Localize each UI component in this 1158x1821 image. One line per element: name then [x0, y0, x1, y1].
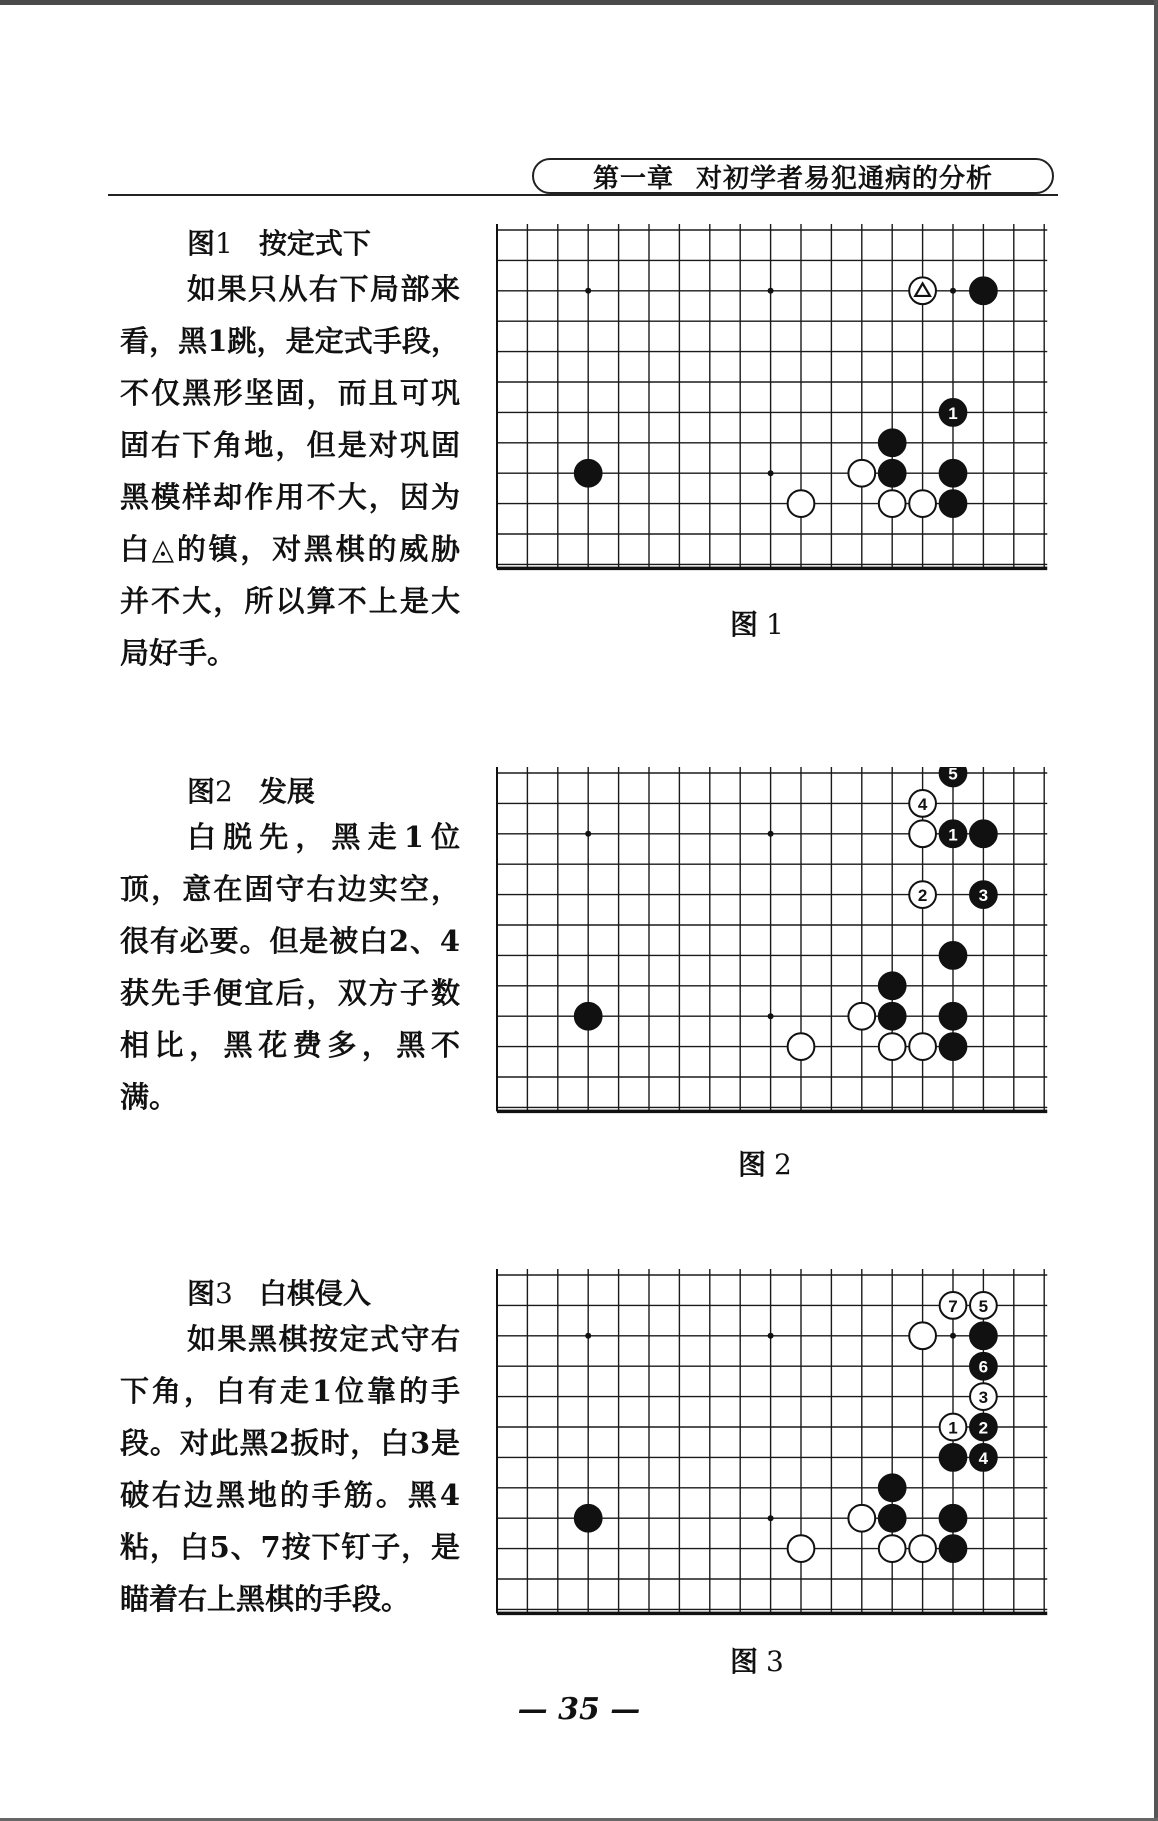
black-stone — [940, 1033, 967, 1060]
black-stone — [879, 1474, 906, 1501]
move-number: 6 — [978, 1357, 989, 1377]
star-point — [768, 470, 774, 476]
black-stone — [940, 460, 967, 487]
board-1 — [494, 224, 1049, 584]
white-stone — [909, 881, 936, 908]
star-point — [768, 831, 774, 837]
black-stone — [940, 399, 967, 426]
move-number: 4 — [978, 1448, 989, 1468]
go-board-1 — [494, 224, 1049, 584]
white-stone — [788, 1033, 815, 1060]
white-stone — [940, 1292, 967, 1319]
section-heading: 按定式下 — [258, 227, 371, 260]
caption-3 — [730, 1640, 784, 1680]
move-number: 7 — [948, 1296, 958, 1316]
caption-2 — [738, 1143, 792, 1183]
black-stone — [879, 1003, 906, 1030]
move-number: 1 — [948, 825, 958, 845]
right-border — [1154, 0, 1158, 1821]
move-number: 5 — [948, 767, 958, 784]
section-3-title — [187, 1272, 371, 1312]
white-stone — [909, 277, 936, 304]
go-board-3 — [494, 1269, 1049, 1629]
chapter-title: 对初学者易犯通病的分析 — [696, 163, 994, 194]
header-rule — [108, 194, 1058, 196]
black-stone — [970, 881, 997, 908]
fig-number: 1 — [215, 227, 233, 260]
move-number: 5 — [978, 1296, 989, 1316]
star-point — [585, 288, 591, 294]
board-2 — [494, 767, 1049, 1127]
board-3 — [494, 1269, 1049, 1629]
black-stone — [940, 942, 967, 969]
white-stone — [909, 820, 936, 847]
black-stone — [970, 820, 997, 847]
fig-number: 2 — [215, 775, 233, 808]
caption-label: 图 — [730, 1645, 759, 1678]
move-number: 3 — [978, 886, 989, 906]
black-stone — [940, 1535, 967, 1562]
black-stone — [970, 1322, 997, 1349]
section-1-body: 如果只从右下局部来看，黑1跳，是定式手段，不仅黑形坚固，而且可巩固右下角地，但是对巩固黑模样却作用不大，因为白◬的镇，对黑棋的威胁并不大，所以算不上是大局好手。 — [120, 272, 460, 670]
black-stone — [970, 1414, 997, 1441]
section-heading: 发展 — [258, 775, 315, 808]
move-number: 2 — [978, 1418, 989, 1438]
white-stone — [788, 1535, 815, 1562]
white-stone — [970, 1383, 997, 1410]
black-stone — [879, 429, 906, 456]
move-number: 1 — [948, 1418, 958, 1438]
black-stone — [575, 460, 602, 487]
star-point — [768, 288, 774, 294]
section-2-body: 白脱先，黑走1位顶，意在固守右边实空，很有必要。但是被白2、4获先手便宜后，双方子数相比，黑花费多，黑不满。 — [120, 820, 460, 1114]
black-stone — [940, 1505, 967, 1532]
white-stone — [848, 460, 875, 487]
section-1-title — [187, 222, 371, 262]
white-stone — [970, 1292, 997, 1319]
fig-label: 图 — [187, 1277, 216, 1310]
black-stone — [970, 1444, 997, 1471]
star-point — [768, 1013, 774, 1019]
caption-number: 1 — [766, 608, 784, 641]
white-stone — [909, 790, 936, 817]
page-number: — 35 — — [517, 1692, 641, 1727]
caption-number: 2 — [774, 1148, 792, 1181]
white-stone — [909, 1033, 936, 1060]
white-stone — [909, 1322, 936, 1349]
star-point — [950, 1333, 956, 1339]
section-3-body: 如果黑棋按定式守右下角，白有走1位靠的手段。对此黑2扳时，白3是破右边黑地的手筋。黑4粘，白5、7按下钉子，是瞄着右上黑棋的手段。 — [120, 1322, 460, 1616]
black-stone — [940, 1444, 967, 1471]
black-stone — [575, 1003, 602, 1030]
black-stone — [970, 1353, 997, 1380]
caption-1 — [730, 603, 784, 643]
fig-label: 图 — [187, 227, 216, 260]
black-stone — [940, 1003, 967, 1030]
running-header — [532, 158, 1054, 194]
white-stone — [879, 490, 906, 517]
top-border — [0, 0, 1158, 5]
star-point — [768, 1333, 774, 1339]
move-number: 1 — [948, 403, 958, 423]
black-stone — [879, 460, 906, 487]
white-stone — [940, 1414, 967, 1441]
black-stone — [940, 767, 967, 786]
chapter-number: 第一章 — [592, 163, 674, 194]
caption-label: 图 — [730, 608, 759, 641]
black-stone — [879, 1505, 906, 1532]
black-stone — [940, 490, 967, 517]
fig-number: 3 — [215, 1277, 233, 1310]
black-stone — [970, 277, 997, 304]
white-stone — [909, 1535, 936, 1562]
caption-label: 图 — [738, 1148, 767, 1181]
move-number: 4 — [917, 794, 928, 814]
caption-number: 3 — [766, 1645, 784, 1678]
go-board-2 — [494, 767, 1049, 1127]
section-heading: 白棋侵入 — [258, 1277, 371, 1310]
section-2-title — [187, 770, 315, 810]
star-point — [585, 1333, 591, 1339]
white-stone — [909, 490, 936, 517]
white-stone — [879, 1033, 906, 1060]
fig-label: 图 — [187, 775, 216, 808]
white-stone — [788, 490, 815, 517]
white-stone — [879, 1535, 906, 1562]
star-point — [768, 1515, 774, 1521]
black-stone — [575, 1505, 602, 1532]
black-stone — [940, 820, 967, 847]
move-number: 3 — [978, 1388, 989, 1408]
star-point — [585, 831, 591, 837]
white-stone — [848, 1505, 875, 1532]
move-number: 2 — [917, 886, 928, 906]
star-point — [950, 288, 956, 294]
black-stone — [879, 972, 906, 999]
white-stone — [848, 1003, 875, 1030]
